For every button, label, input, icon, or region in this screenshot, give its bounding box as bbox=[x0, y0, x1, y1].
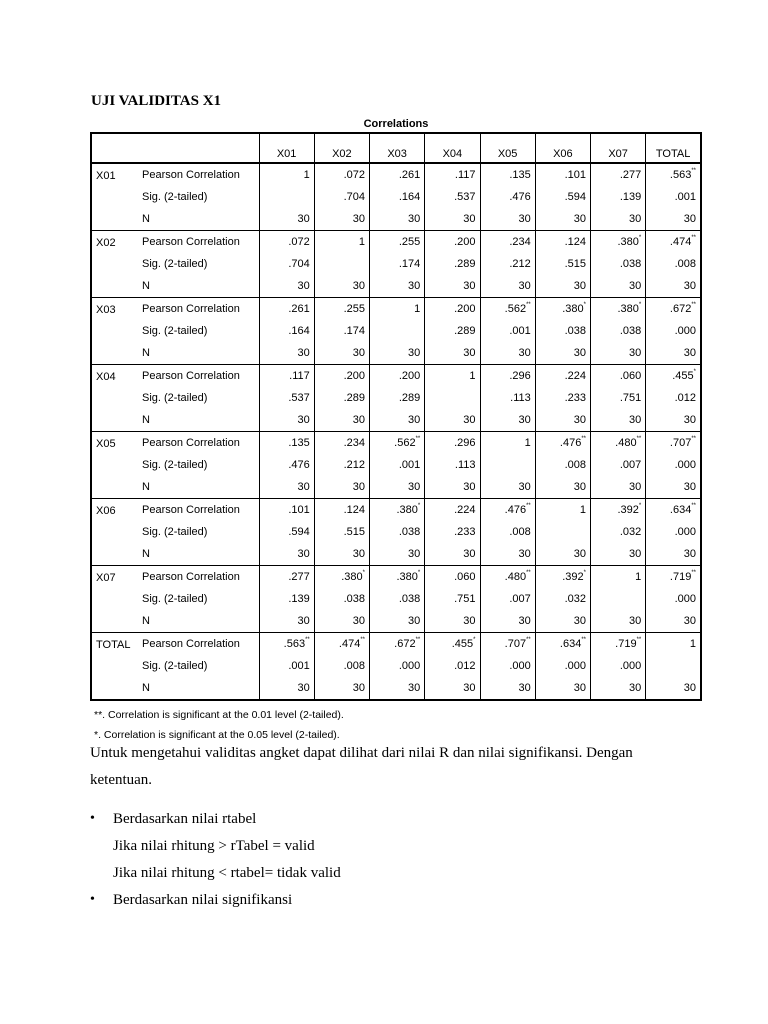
table-cell: 30 bbox=[535, 476, 590, 499]
table-row bbox=[91, 163, 701, 186]
table-cell: 1 bbox=[425, 365, 480, 388]
table-cell: .164 bbox=[370, 186, 425, 208]
column-header: X04 bbox=[425, 133, 480, 163]
table-cell: .234 bbox=[314, 432, 369, 455]
row-stat-label: Sig. (2-tailed) bbox=[142, 526, 208, 538]
table-row bbox=[91, 387, 701, 409]
row-stat-label: Pearson Correlation bbox=[138, 499, 259, 522]
table-cell: 30 bbox=[480, 342, 535, 365]
table-cell: 30 bbox=[646, 342, 701, 365]
table-cell: .200 bbox=[425, 231, 480, 254]
table-cell: .000 bbox=[480, 655, 535, 677]
table-row bbox=[91, 633, 701, 656]
table-cell: .289 bbox=[425, 320, 480, 342]
table-cell: 30 bbox=[646, 275, 701, 298]
table-cell: 30 bbox=[535, 677, 590, 700]
table-cell: .113 bbox=[425, 454, 480, 476]
table-cell: .101 bbox=[259, 499, 314, 522]
table-cell: .234 bbox=[480, 231, 535, 254]
table-row bbox=[91, 454, 701, 476]
row-stat-label: N bbox=[142, 414, 150, 426]
table-cell: 30 bbox=[259, 610, 314, 633]
table-cell: .060 bbox=[591, 365, 646, 388]
table-row bbox=[91, 365, 701, 388]
table-cell: 30 bbox=[259, 342, 314, 365]
table-cell: 30 bbox=[646, 543, 701, 566]
table-cell: .032 bbox=[535, 588, 590, 610]
table-cell: .255 bbox=[314, 298, 369, 321]
table-caption: Correlations bbox=[363, 118, 429, 130]
row-stat-label: Sig. (2-tailed) bbox=[142, 191, 208, 203]
table-cell: .380* bbox=[591, 231, 646, 254]
table-cell bbox=[591, 588, 646, 610]
table-cell: 30 bbox=[314, 677, 369, 700]
table-cell: 30 bbox=[591, 476, 646, 499]
table-cell: 30 bbox=[259, 543, 314, 566]
row-stat-label: Sig. (2-tailed) bbox=[142, 593, 208, 605]
table-cell: .380* bbox=[591, 298, 646, 321]
table-cell: 30 bbox=[646, 409, 701, 432]
table-cell: .480** bbox=[480, 566, 535, 589]
table-cell: .476 bbox=[480, 186, 535, 208]
table-cell: .007 bbox=[591, 454, 646, 476]
table-cell: 30 bbox=[425, 677, 480, 700]
table-cell: .255 bbox=[370, 231, 425, 254]
table-cell bbox=[480, 454, 535, 476]
table-row bbox=[91, 543, 701, 566]
table-cell: 30 bbox=[646, 677, 701, 700]
table-cell: .474** bbox=[314, 633, 369, 656]
row-variable-label: X04 bbox=[91, 365, 138, 432]
table-cell: 30 bbox=[314, 409, 369, 432]
table-cell: .704 bbox=[314, 186, 369, 208]
footnote-005: *. Correlation is significant at the 0.05 level (2-tailed). bbox=[94, 729, 340, 741]
page-heading: UJI VALIDITAS X1 bbox=[91, 93, 222, 109]
table-cell: 30 bbox=[425, 342, 480, 365]
bullet-text: Berdasarkan nilai rtabel bbox=[113, 811, 257, 827]
table-cell: 30 bbox=[480, 543, 535, 566]
header-blank-cell bbox=[91, 133, 138, 163]
row-stat-label: N bbox=[142, 347, 150, 359]
row-variable-label: X01 bbox=[96, 170, 116, 182]
table-cell: .038 bbox=[370, 521, 425, 543]
table-cell: 30 bbox=[535, 275, 590, 298]
row-variable-label: X02 bbox=[91, 231, 138, 298]
table-cell: .224 bbox=[535, 365, 590, 388]
table-cell: .515 bbox=[314, 521, 369, 543]
table-row bbox=[91, 677, 701, 700]
table-cell: 30 bbox=[646, 610, 701, 633]
table-cell: 30 bbox=[314, 208, 369, 231]
table-cell: .001 bbox=[646, 186, 701, 208]
table-cell: 30 bbox=[591, 610, 646, 633]
table-cell: 30 bbox=[259, 677, 314, 700]
table-cell bbox=[425, 387, 480, 409]
table-cell: 30 bbox=[370, 476, 425, 499]
table-cell: .038 bbox=[591, 253, 646, 275]
column-header: X07 bbox=[591, 133, 646, 163]
column-header: X01 bbox=[259, 133, 314, 163]
table-cell: 30 bbox=[259, 409, 314, 432]
table-row bbox=[91, 610, 701, 633]
table-cell bbox=[314, 253, 369, 275]
table-cell: .277 bbox=[591, 163, 646, 186]
table-cell: 1 bbox=[314, 231, 369, 254]
table-cell: 30 bbox=[370, 543, 425, 566]
table-row bbox=[91, 231, 701, 254]
table-cell: .032 bbox=[591, 521, 646, 543]
table-row bbox=[91, 409, 701, 432]
row-variable-label: X07 bbox=[91, 566, 138, 633]
table-cell: .000 bbox=[646, 320, 701, 342]
table-cell: .380* bbox=[314, 566, 369, 589]
table-cell: 30 bbox=[591, 275, 646, 298]
table-cell: .117 bbox=[425, 163, 480, 186]
table-cell: 30 bbox=[591, 409, 646, 432]
table-cell: .000 bbox=[370, 655, 425, 677]
table-cell: .537 bbox=[259, 387, 314, 409]
table-cell: .474** bbox=[646, 231, 701, 254]
table-cell: 30 bbox=[480, 208, 535, 231]
table-row bbox=[91, 499, 701, 522]
table-cell: 30 bbox=[646, 476, 701, 499]
table-cell: .007 bbox=[480, 588, 535, 610]
table-row bbox=[91, 342, 701, 365]
column-header: X06 bbox=[535, 133, 590, 163]
table-cell: 30 bbox=[259, 208, 314, 231]
table-cell: .455* bbox=[425, 633, 480, 656]
row-stat-label: Pearson Correlation bbox=[138, 633, 259, 656]
row-stat-label: Pearson Correlation bbox=[138, 432, 259, 455]
table-cell: .038 bbox=[535, 320, 590, 342]
table-cell: .124 bbox=[535, 231, 590, 254]
table-cell: .008 bbox=[480, 521, 535, 543]
correlations-table bbox=[90, 132, 702, 701]
table-cell: 30 bbox=[535, 543, 590, 566]
table-cell: .101 bbox=[535, 163, 590, 186]
table-cell: .139 bbox=[259, 588, 314, 610]
table-cell: .455* bbox=[646, 365, 701, 388]
row-stat-label: Sig. (2-tailed) bbox=[142, 392, 208, 404]
table-row bbox=[91, 588, 701, 610]
table-cell: .719** bbox=[646, 566, 701, 589]
table-cell: 30 bbox=[591, 677, 646, 700]
table-cell: .380* bbox=[535, 298, 590, 321]
table-cell: .038 bbox=[370, 588, 425, 610]
table-cell: .277 bbox=[259, 566, 314, 589]
table-cell: 30 bbox=[370, 208, 425, 231]
table-cell: .200 bbox=[370, 365, 425, 388]
table-cell: .124 bbox=[314, 499, 369, 522]
table-cell: .012 bbox=[646, 387, 701, 409]
table-cell: 30 bbox=[370, 610, 425, 633]
table-cell: 30 bbox=[480, 275, 535, 298]
table-cell: .289 bbox=[314, 387, 369, 409]
table-cell: 30 bbox=[425, 409, 480, 432]
column-header: X05 bbox=[480, 133, 535, 163]
table-cell: .392* bbox=[591, 499, 646, 522]
table-cell: .476** bbox=[480, 499, 535, 522]
table-cell: .139 bbox=[591, 186, 646, 208]
table-cell: 1 bbox=[480, 432, 535, 455]
table-row bbox=[91, 655, 701, 677]
table-cell: .008 bbox=[314, 655, 369, 677]
table-cell: .594 bbox=[259, 521, 314, 543]
row-stat-label: N bbox=[142, 280, 150, 292]
table-cell: .000 bbox=[646, 454, 701, 476]
table-cell: .289 bbox=[370, 387, 425, 409]
table-cell: .515 bbox=[535, 253, 590, 275]
column-header: X03 bbox=[370, 133, 425, 163]
table-cell: .719** bbox=[591, 633, 646, 656]
table-cell: .000 bbox=[535, 655, 590, 677]
column-header: X02 bbox=[314, 133, 369, 163]
table-cell: 30 bbox=[480, 476, 535, 499]
table-cell: 30 bbox=[535, 342, 590, 365]
table-cell: .289 bbox=[425, 253, 480, 275]
table-cell: 30 bbox=[480, 409, 535, 432]
table-cell: 30 bbox=[370, 409, 425, 432]
table-row bbox=[91, 432, 701, 455]
table-cell: .233 bbox=[535, 387, 590, 409]
table-cell: .380* bbox=[370, 499, 425, 522]
table-cell: .000 bbox=[591, 655, 646, 677]
table-cell: .476 bbox=[259, 454, 314, 476]
bullet-dot-icon: • bbox=[90, 892, 95, 907]
table-cell: .261 bbox=[370, 163, 425, 186]
table-body bbox=[91, 163, 701, 700]
table-cell: .001 bbox=[259, 655, 314, 677]
row-stat-label: Sig. (2-tailed) bbox=[142, 660, 208, 672]
table-cell: 1 bbox=[591, 566, 646, 589]
row-stat-label: N bbox=[142, 481, 150, 493]
table-row bbox=[91, 476, 701, 499]
table-cell: .537 bbox=[425, 186, 480, 208]
table-cell: 30 bbox=[259, 275, 314, 298]
table-cell: .751 bbox=[591, 387, 646, 409]
table-cell: .000 bbox=[646, 521, 701, 543]
table-cell: .212 bbox=[480, 253, 535, 275]
table-cell: .751 bbox=[425, 588, 480, 610]
table-cell: .563** bbox=[259, 633, 314, 656]
table-cell: 30 bbox=[314, 476, 369, 499]
table-cell: .072 bbox=[259, 231, 314, 254]
table-row bbox=[91, 275, 701, 298]
bullet-dot-icon: • bbox=[90, 811, 95, 826]
table-cell: .072 bbox=[314, 163, 369, 186]
row-stat-label: Pearson Correlation bbox=[138, 365, 259, 388]
table-cell bbox=[370, 320, 425, 342]
table-cell: 30 bbox=[425, 543, 480, 566]
table-cell: .038 bbox=[314, 588, 369, 610]
row-stat-label: Sig. (2-tailed) bbox=[142, 258, 208, 270]
table-row bbox=[91, 298, 701, 321]
table-cell: 30 bbox=[370, 342, 425, 365]
table-cell: 30 bbox=[480, 677, 535, 700]
table-cell: .135 bbox=[259, 432, 314, 455]
table-cell: 30 bbox=[480, 610, 535, 633]
row-stat-label: Sig. (2-tailed) bbox=[142, 459, 208, 471]
row-stat-label: N bbox=[142, 213, 150, 225]
table-cell: .008 bbox=[535, 454, 590, 476]
table-cell: 30 bbox=[314, 610, 369, 633]
table-header-row bbox=[91, 133, 701, 163]
table-cell: 1 bbox=[259, 163, 314, 186]
row-stat-label: Pearson Correlation bbox=[138, 566, 259, 589]
table-cell: .001 bbox=[370, 454, 425, 476]
table-row bbox=[91, 186, 701, 208]
table-cell: .296 bbox=[425, 432, 480, 455]
bullet-text: Berdasarkan nilai signifikansi bbox=[113, 892, 293, 908]
body-paragraph: Untuk mengetahui validitas angket dapat dilihat dari nilai R dan nilai signifikansi. Dengan ketentuan. bbox=[90, 745, 633, 788]
table-cell bbox=[535, 521, 590, 543]
table-cell: 30 bbox=[591, 342, 646, 365]
row-variable-label: TOTAL bbox=[91, 633, 138, 701]
table-cell: .212 bbox=[314, 454, 369, 476]
row-variable-label: X05 bbox=[91, 432, 138, 499]
row-stat-label: N bbox=[142, 682, 150, 694]
table-cell: 30 bbox=[535, 409, 590, 432]
table-cell: .707** bbox=[646, 432, 701, 455]
table-cell: 30 bbox=[314, 543, 369, 566]
table-cell: .380* bbox=[370, 566, 425, 589]
bullet-subline: Jika nilai rhitung > rTabel = valid bbox=[113, 838, 315, 854]
table-cell: .480** bbox=[591, 432, 646, 455]
table-cell: 30 bbox=[591, 208, 646, 231]
table-cell: 30 bbox=[535, 610, 590, 633]
table-cell: .008 bbox=[646, 253, 701, 275]
table-cell: 30 bbox=[425, 476, 480, 499]
table-cell: 1 bbox=[370, 298, 425, 321]
table-cell: .200 bbox=[314, 365, 369, 388]
row-stat-label: N bbox=[142, 548, 150, 560]
table-cell: .233 bbox=[425, 521, 480, 543]
table-cell: .672** bbox=[370, 633, 425, 656]
table-cell: 30 bbox=[259, 476, 314, 499]
table-cell: .164 bbox=[259, 320, 314, 342]
table-cell: 1 bbox=[535, 499, 590, 522]
table-cell: .113 bbox=[480, 387, 535, 409]
table-cell: .672** bbox=[646, 298, 701, 321]
table-cell: .296 bbox=[480, 365, 535, 388]
table-row bbox=[91, 253, 701, 275]
header-blank-cell bbox=[138, 133, 259, 163]
table-cell: 30 bbox=[535, 208, 590, 231]
row-stat-label: Pearson Correlation bbox=[138, 231, 259, 254]
bullet-subline: Jika nilai rhitung < rtabel= tidak valid bbox=[113, 865, 341, 881]
table-cell: .012 bbox=[425, 655, 480, 677]
table-row bbox=[91, 208, 701, 231]
table-cell: 30 bbox=[591, 543, 646, 566]
table-cell: .000 bbox=[646, 588, 701, 610]
table-cell: 30 bbox=[370, 677, 425, 700]
table-cell: .224 bbox=[425, 499, 480, 522]
row-stat-label: N bbox=[142, 615, 150, 627]
table-cell: .001 bbox=[480, 320, 535, 342]
table-cell: .174 bbox=[370, 253, 425, 275]
table-cell: .392* bbox=[535, 566, 590, 589]
table-row bbox=[91, 521, 701, 543]
table-cell: .261 bbox=[259, 298, 314, 321]
table-cell: .135 bbox=[480, 163, 535, 186]
table-cell: .174 bbox=[314, 320, 369, 342]
table-cell: 30 bbox=[314, 275, 369, 298]
table-cell: .038 bbox=[591, 320, 646, 342]
table-cell: 30 bbox=[370, 275, 425, 298]
row-stat-label: Sig. (2-tailed) bbox=[142, 325, 208, 337]
table-cell: .704 bbox=[259, 253, 314, 275]
row-variable-label: X03 bbox=[91, 298, 138, 365]
footnote-001: **. Correlation is significant at the 0.01 level (2-tailed). bbox=[94, 709, 344, 721]
table-cell: 30 bbox=[425, 610, 480, 633]
table-cell: .476** bbox=[535, 432, 590, 455]
table-cell: 30 bbox=[314, 342, 369, 365]
table-cell: 30 bbox=[425, 208, 480, 231]
table-cell: .117 bbox=[259, 365, 314, 388]
table-row bbox=[91, 566, 701, 589]
table-cell: .060 bbox=[425, 566, 480, 589]
table-cell: .562** bbox=[480, 298, 535, 321]
row-stat-label: Pearson Correlation bbox=[138, 298, 259, 321]
table-row bbox=[91, 320, 701, 342]
table-cell: .594 bbox=[535, 186, 590, 208]
table-cell: .200 bbox=[425, 298, 480, 321]
table-cell: .563** bbox=[646, 163, 701, 186]
table-cell: .634** bbox=[535, 633, 590, 656]
row-variable-label: X06 bbox=[91, 499, 138, 566]
table-cell: .707** bbox=[480, 633, 535, 656]
table-cell: 30 bbox=[425, 275, 480, 298]
table-cell: 30 bbox=[646, 208, 701, 231]
table-cell: .634** bbox=[646, 499, 701, 522]
table-cell bbox=[259, 186, 314, 208]
table-cell: 1 bbox=[646, 633, 701, 656]
row-stat-label: Pearson Correlation bbox=[142, 169, 240, 181]
table-cell bbox=[646, 655, 701, 677]
table-cell: .562** bbox=[370, 432, 425, 455]
column-header: TOTAL bbox=[646, 133, 701, 163]
